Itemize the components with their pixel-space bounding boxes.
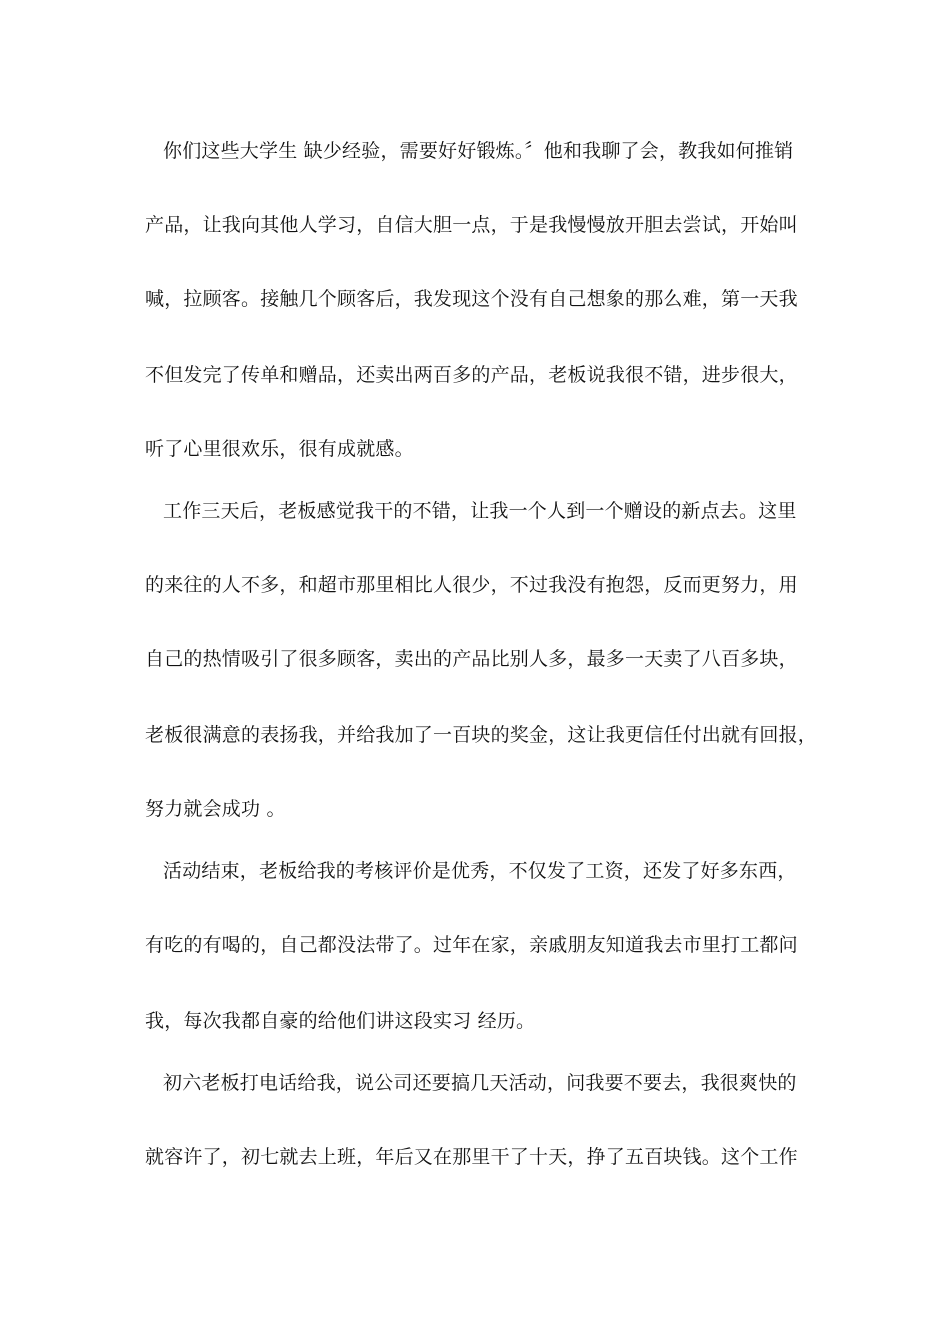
paragraph-line: 就容许了，初七就去上班，年后又在那里干了十天，挣了五百块钱。这个工作: [145, 1146, 798, 1168]
paragraph-line: 的来往的人不多，和超市那里相比人很少，不过我没有抱怨，反而更努力，用: [145, 574, 798, 596]
paragraph-line: 老板很满意的表扬我，并给我加了一百块的奖金，这让我更信任付出就有回报，: [145, 724, 818, 746]
paragraph-line: 听了心里很欢乐，很有成就感。: [145, 438, 414, 460]
paragraph-line: 工作三天后，老板感觉我干的不错，让我一个人到一个赠设的新点去。这里: [163, 500, 797, 522]
paragraph-line: 有吃的有喝的，自己都没法带了。过年在家，亲戚朋友知道我去市里打工都问: [145, 934, 798, 956]
paragraph-line: 我，每次我都自豪的给他们讲这段实习 经历。: [145, 1010, 536, 1032]
paragraph-line: 你们这些大学生 缺少经验，需要好好锻炼。〞他和我聊了会，教我如何推销: [163, 140, 794, 162]
paragraph-line: 初六老板打电话给我，说公司还要搞几天活动，问我要不要去，我很爽快的: [163, 1072, 797, 1094]
paragraph-line: 努力就会成功 。: [145, 798, 286, 820]
paragraph-line: 活动结束，老板给我的考核评价是优秀，不仅发了工资，还发了好多东西，: [163, 860, 797, 882]
paragraph-line: 自己的热情吸引了很多顾客，卖出的产品比别人多，最多一天卖了八百多块，: [145, 648, 798, 670]
paragraph-line: 喊，拉顾客。接触几个顾客后，我发现这个没有自己想象的那么难，第一天我: [145, 288, 798, 310]
paragraph-line: 不但发完了传单和赠品，还卖出两百多的产品，老板说我很不错，进步很大，: [145, 364, 798, 386]
paragraph-line: 产品，让我向其他人学习，自信大胆一点，于是我慢慢放开胆去尝试，开始叫: [145, 214, 798, 236]
